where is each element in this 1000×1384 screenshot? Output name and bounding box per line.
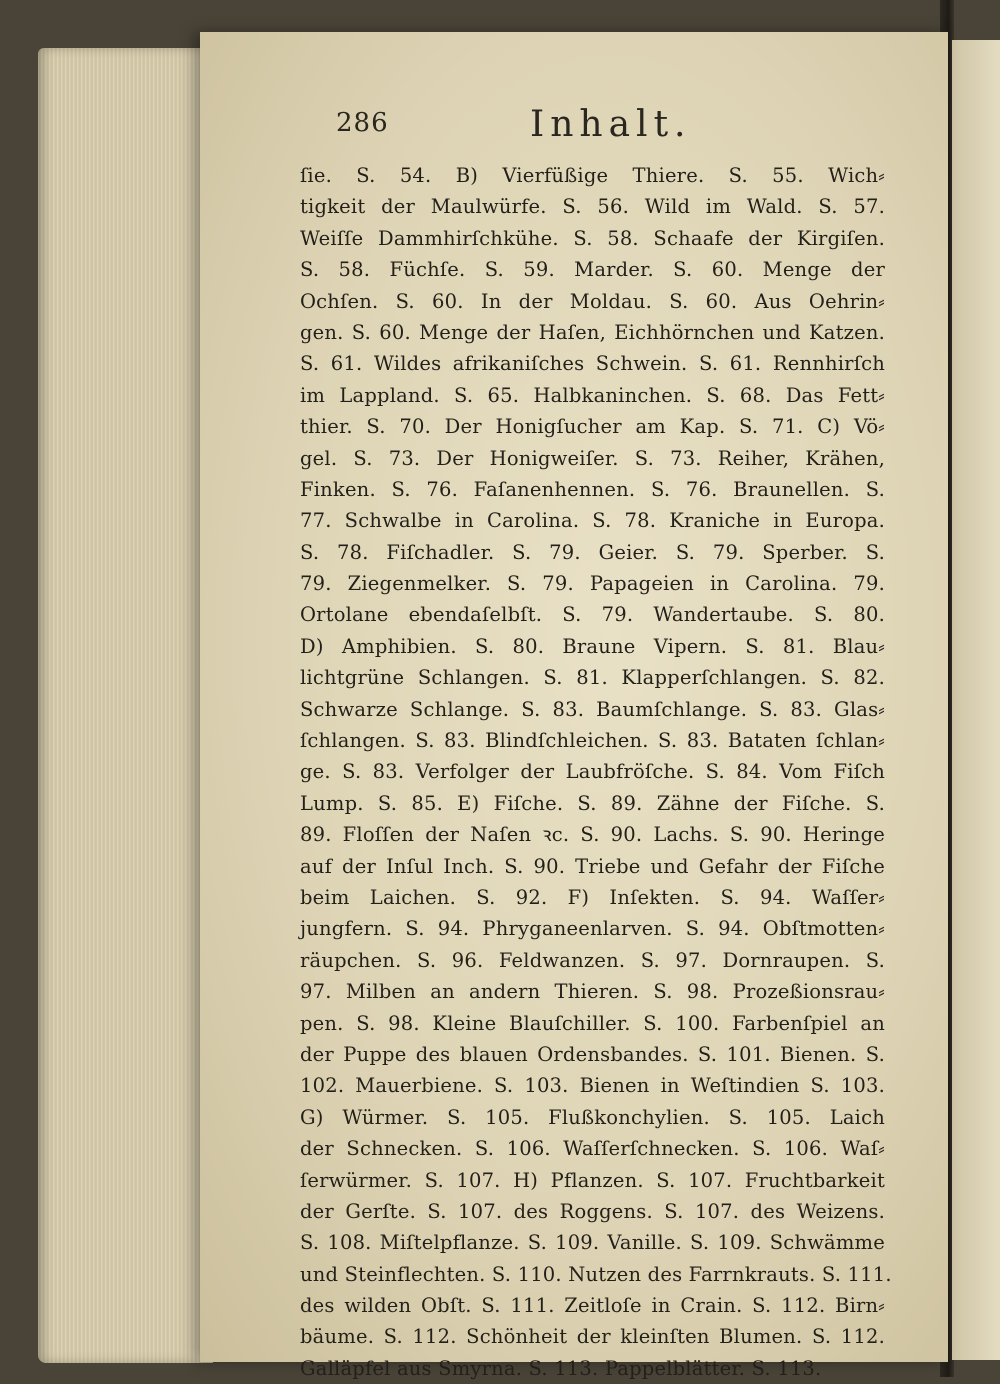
book-page-edges	[38, 48, 213, 1363]
text-line: ge. S. 83. Verfolger der Laubfröſche. S. 84. Vom Fiſch	[300, 760, 885, 784]
text-line: Galläpfel aus Smyrna. S. 113. Pappelblätter. S. 113.	[300, 1356, 822, 1380]
text-line: der Puppe des blauen Ordensbandes. S. 101. Bienen. S.	[300, 1042, 885, 1066]
text-line: G) Würmer. S. 105. Flußkonchylien. S. 105. Laich	[300, 1105, 885, 1129]
text-line: ſchlangen. S. 83. Blindſchleichen. S. 83. Bataten ſchlan⸗	[300, 729, 885, 753]
text-line: Finken. S. 76. Faſanenhennen. S. 76. Braunellen. S.	[300, 477, 885, 501]
text-line: beim Laichen. S. 92. F) Inſekten. S. 94. Waſſer⸗	[300, 885, 885, 909]
text-line: ſie. S. 54. B) Vierfüßige Thiere. S. 55. Wich⸗	[300, 164, 885, 187]
text-line: 97. Milben an andern Thieren. S. 98. Prozeßionsrau⸗	[300, 980, 885, 1004]
text-line: im Lappland. S. 65. Halbkaninchen. S. 68. Das Fett⸗	[300, 383, 885, 407]
text-line: Ortolane ebendaſelbſt. S. 79. Wandertaube. S. 80.	[300, 603, 885, 627]
index-text-block	[300, 160, 892, 1384]
text-line: der Schnecken. S. 106. Waſſerſchnecken. S. 106. Waſ⸗	[300, 1137, 885, 1161]
facing-page-edge	[952, 40, 1000, 1360]
text-line: räupchen. S. 96. Feldwanzen. S. 97. Dornraupen. S.	[300, 948, 885, 972]
text-line: pen. S. 98. Kleine Blauſchiller. S. 100. Farbenſpiel an	[300, 1011, 885, 1035]
page-number: 286	[336, 108, 389, 138]
text-line: 79. Ziegenmelker. S. 79. Papageien in Carolina. 79.	[300, 572, 885, 596]
text-line: Weiſſe Dammhirſchkühe. S. 58. Schaafe der Kirgiſen.	[300, 226, 885, 250]
text-line: S. 58. Füchſe. S. 59. Marder. S. 60. Menge der	[300, 258, 885, 282]
text-line: S. 78. Fiſchadler. S. 79. Geier. S. 79. Sperber. S.	[300, 540, 885, 564]
text-line: lichtgrüne Schlangen. S. 81. Klapperſchlangen. S. 82.	[300, 666, 885, 690]
text-line: der Gerſte. S. 107. des Roggens. S. 107. des Weizens.	[300, 1199, 885, 1223]
text-line: thier. S. 70. Der Honigſucher am Kap. S. 71. C) Vö⸗	[300, 415, 885, 439]
text-line: ſerwürmer. S. 107. H) Pflanzen. S. 107. Fruchtbarkeit	[300, 1168, 885, 1192]
text-line: des wilden Obſt. S. 111. Zeitloſe in Crain. S. 112. Birn⸗	[300, 1294, 885, 1318]
text-line: jungfern. S. 94. Phryganeenlarven. S. 94. Obſtmotten⸗	[300, 917, 885, 941]
text-line: 89. Floſſen der Naſen ꝛc. S. 90. Lachs. S. 90. Heringe	[300, 823, 885, 847]
text-line: gen. S. 60. Menge der Haſen, Eichhörnchen und Katzen.	[300, 320, 885, 344]
text-line: tigkeit der Maulwürfe. S. 56. Wild im Wald. S. 57.	[300, 195, 885, 219]
text-line: auf der Inſul Inch. S. 90. Triebe und Gefahr der Fiſche	[300, 854, 885, 878]
text-line: Lump. S. 85. E) Fiſche. S. 89. Zähne der Fiſche. S.	[300, 791, 885, 815]
text-line: S. 108. Miſtelpflanze. S. 109. Vanille. S. 109. Schwämme	[300, 1231, 885, 1255]
text-line: gel. S. 73. Der Honigweiſer. S. 73. Reiher, Krähen,	[300, 446, 885, 470]
text-line: Schwarze Schlange. S. 83. Baumſchlange. S. 83. Glas⸗	[300, 697, 885, 721]
text-line: 102. Mauerbiene. S. 103. Bienen in Weſtindien S. 103.	[300, 1074, 885, 1098]
text-line: 77. Schwalbe in Carolina. S. 78. Kraniche in Europa.	[300, 509, 885, 533]
text-line: und Steinflechten. S. 110. Nutzen des Farrnkrauts. S. 111.	[300, 1262, 892, 1286]
text-line: D) Amphibien. S. 80. Braune Vipern. S. 81. Blau⸗	[300, 634, 885, 658]
text-line: S. 61. Wildes afrikaniſches Schwein. S. 61. Rennhirſch	[300, 352, 885, 376]
text-line: Ochſen. S. 60. In der Moldau. S. 60. Aus Oehrin⸗	[300, 289, 885, 313]
page-title: Inhalt.	[530, 104, 692, 145]
text-line: bäume. S. 112. Schönheit der kleinſten Blumen. S. 112.	[300, 1325, 885, 1349]
